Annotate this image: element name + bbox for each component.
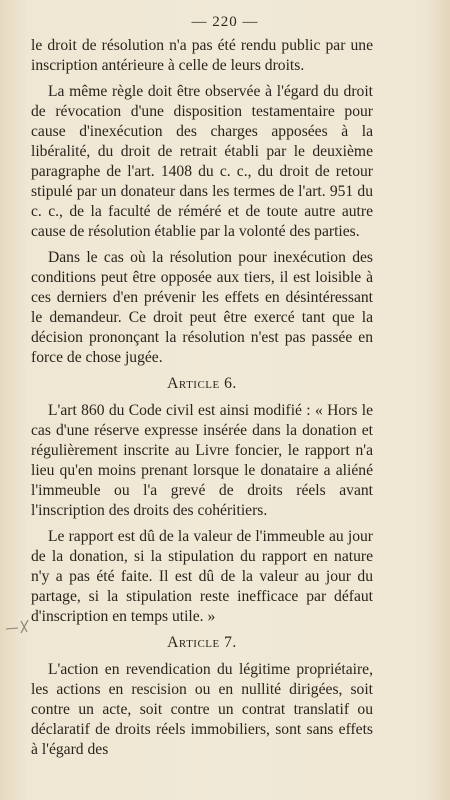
pencil-margin-mark-icon xyxy=(4,612,36,636)
paragraph-continuation: le droit de résolution n'a pas été rendu public par une inscription antérieure à celle de leurs droits. xyxy=(31,37,373,74)
article-heading-7: Article 7. xyxy=(167,634,237,651)
text-body xyxy=(31,36,373,766)
page-number: — 220 — xyxy=(191,14,259,30)
paragraph-article-7: L'action en revendication du légitime propriétaire, les actions en rescision ou en nullité dirigées, soit contre un acte, soit contre un contrat translatif ou déclaratif de droits réels immobiliers, sont sans effets à l'égard des xyxy=(31,661,373,758)
paragraph-revocation-rule: La même règle doit être observée à l'égard du droit de révocation d'une disposition testamentaire pour cause d'inexécution des charges apposées à la libéralité, du droit de retrait établi par le deuxième paragraphe de l'art. 1408 du c. c., du droit de retour stipulé par un donateur dans les termes de l'art. 951 du c. c., de la faculté de réméré et de toute autre autre cause de résolution établie par la volonté des parties. xyxy=(31,83,373,240)
paragraph-resolution-conditions: Dans le cas où la résolution pour inexécution des conditions peut être opposée aux tiers, il est loisible à ces derniers d'en prévenir les effets en désintéressant le demandeur. Ce droit peut être exercé tant que la décision prononçant la résolution n'est pas passée en force de chose jugée. xyxy=(31,249,373,366)
article-heading-6: Article 6. xyxy=(167,375,237,392)
paragraph-article-6-second: Le rapport est dû de la valeur de l'immeuble au jour de la donation, si la stipulation du rapport en nature n'y a pas été faite. Il est dû de la valeur au jour du partage, si la stipulation reste inefficace par défaut d'inscription en temps utile. » xyxy=(31,528,373,625)
paragraph-article-6-first: L'art 860 du Code civil est ainsi modifié : « Hors le cas d'une réserve expresse insérée dans la donation et régulièrement inscrite au Livre foncier, le rapport n'a lieu qu'en moins prenant lorsque le donataire a aliéné l'immeuble ou l'a grevé de droits réels avant l'inscription des droits des cohéritiers. xyxy=(31,402,373,519)
